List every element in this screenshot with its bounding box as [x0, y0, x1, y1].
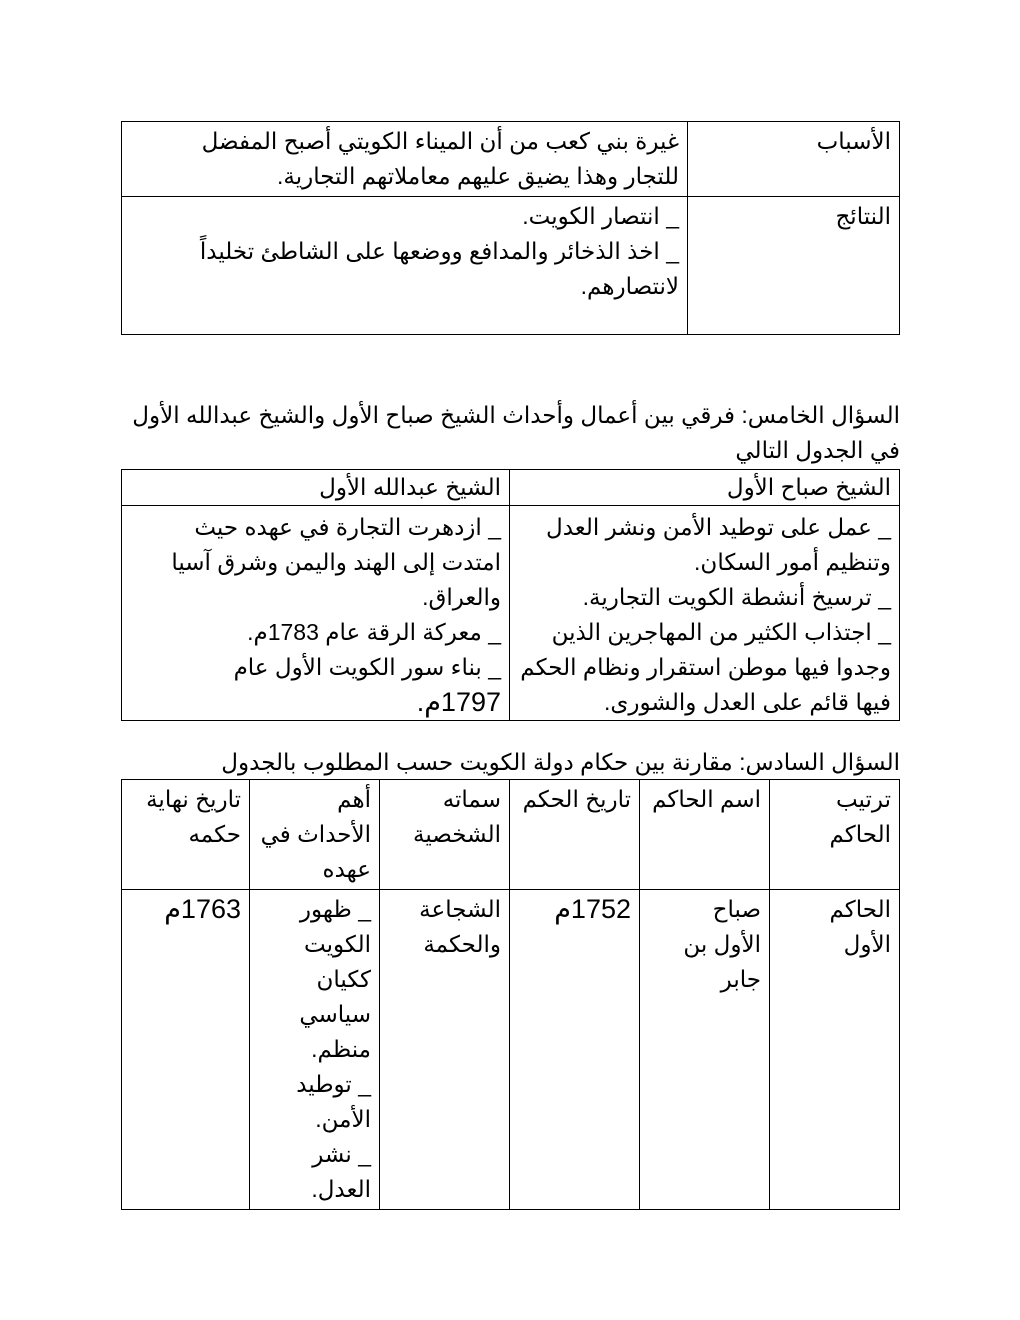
abdullah-achievements: _ ازدهرت التجارة في عهده حيث امتدت إلى الهند واليمن وشرق آسيا والعراق. _ معركة الرقة عام 1783م. _ بناء سور الكويت الأول عام 1797م. [122, 506, 510, 721]
question-5-heading: السؤال الخامس: فرقي بين أعمال وأحداث الشيخ صباح الأول والشيخ عبدالله الأول في الجدول التالي [132, 402, 900, 463]
table-header-row [122, 780, 900, 890]
cell-traits: الشجاعة والحكمة [380, 890, 510, 1210]
cell-ruler-order: الحاكم الأول [770, 890, 900, 1210]
header-ruler-order: ترتيب الحاكم [770, 780, 900, 890]
cell-ruler-name: صباح الأول بن جابر [640, 890, 770, 1210]
sabah-achievements: _ عمل على توطيد الأمن ونشر العدل وتنظيم أمور السكان. _ ترسيخ أنشطة الكويت التجارية. _ اجتذاب الكثير من المهاجرين الذين وجدوا فيها موطن استقرار ونظام الحكم فيها قائم على العدل والشورى. [510, 506, 900, 721]
row-label-results: النتائج [688, 197, 900, 335]
header-abdullah: الشيخ عبدالله الأول [122, 470, 510, 506]
header-reign-end: تاريخ نهاية حكمه [122, 780, 250, 890]
table-header-row [122, 470, 900, 506]
results-text: _ انتصار الكويت. _ اخذ الذخائر والمدافع ووضعها على الشاطئ تخليداً لانتصارهم. [122, 197, 688, 335]
causes-text: غيرة بني كعب من أن الميناء الكويتي أصبح المفضل للتجار وهذا يضيق عليهم معاملاتهم التجارية. [122, 122, 688, 197]
table-row [122, 122, 900, 197]
cell-reign-end: 1763م [122, 890, 250, 1210]
question-6-heading: السؤال السادس: مقارنة بين حكام دولة الكويت حسب المطلوب بالجدول [221, 749, 900, 775]
header-ruler-name: اسم الحاكم [640, 780, 770, 890]
header-reign-date: تاريخ الحكم [510, 780, 640, 890]
table-row [122, 197, 900, 335]
header-key-events: أهم الأحداث في عهده [250, 780, 380, 890]
row-label-causes: الأسباب [688, 122, 900, 197]
cell-key-events: _ ظهور الكويت ككيان سياسي منظم. _ توطيد الأمن. _ نشر العدل. [250, 890, 380, 1210]
causes-results-table [121, 121, 900, 335]
table-row [122, 506, 900, 721]
rulers-comparison-table [121, 779, 900, 1210]
header-traits: سماته الشخصية [380, 780, 510, 890]
header-sabah: الشيخ صباح الأول [510, 470, 900, 506]
sheikhs-comparison-table [121, 469, 900, 721]
cell-reign-date: 1752م [510, 890, 640, 1210]
table-row [122, 890, 900, 1210]
